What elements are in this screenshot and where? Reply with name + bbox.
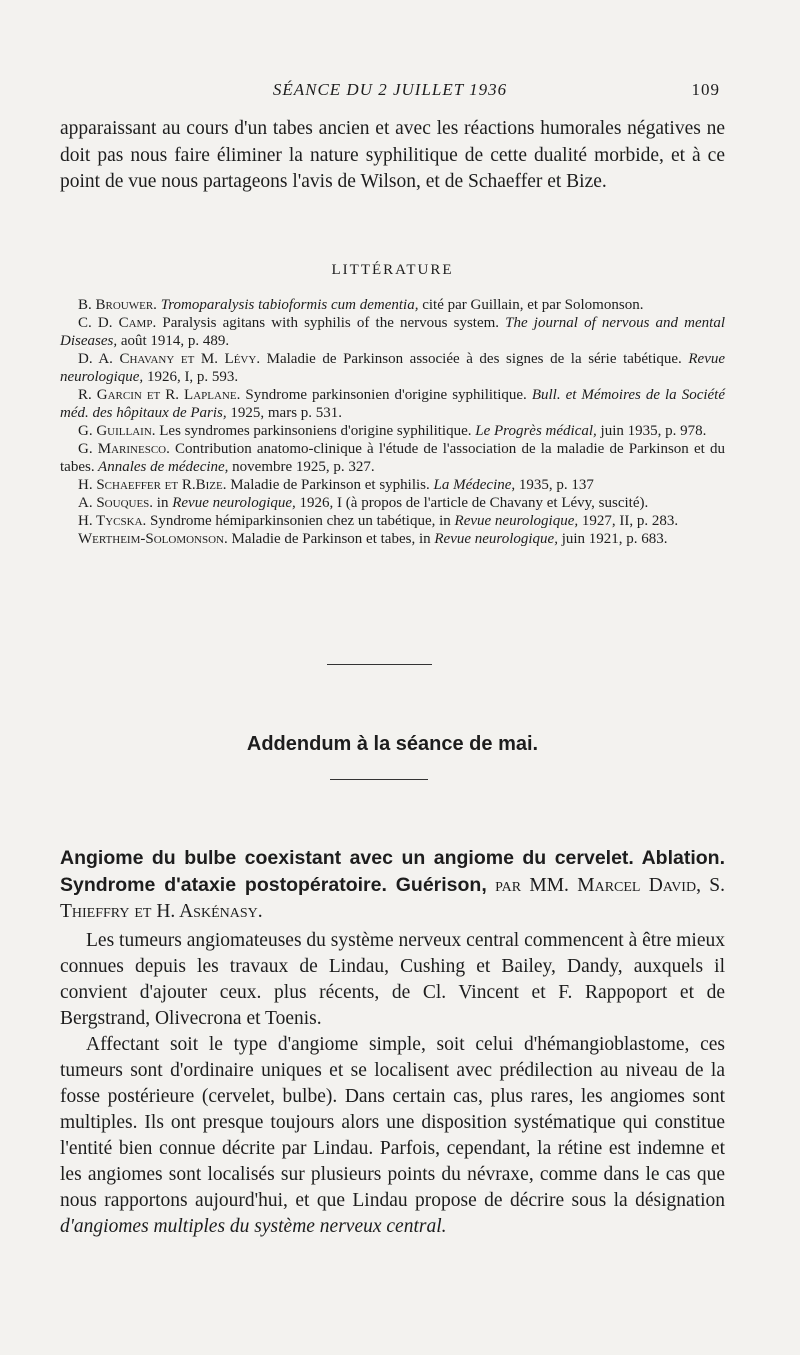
reference-item: G. Guillain. Les syndromes parkinsoniens d'origine syphilitique. Le Progrès médical, juin 1935, p. 978. (78, 423, 707, 439)
article-title-text: Angiome du bulbe coexistant avec un angiome du cervelet. Ablation. Syndrome d'ataxie postopératoire. Guérison, (60, 847, 725, 896)
addendum-heading: Addendum à la séance de mai. (246, 733, 539, 755)
reference-list (60, 296, 725, 548)
section-divider (327, 664, 432, 665)
article-title (60, 845, 725, 925)
article-body (60, 928, 725, 1240)
running-title: SÉANCE DU 2 JUILLET 1936 (272, 80, 508, 99)
body-paragraph: Les tumeurs angiomateuses du système nerveux central commencent à être mieux connues depuis les travaux de Lindau, Cushing et Bailey, Dandy, auxquels il convient d'ajouter ceux. plus récents, de Cl. Vincent et F. Rappoport et de Bergstrand, Olivecrona et Toenis. (60, 930, 725, 1029)
reference-item: B. Brouwer. Tromoparalysis tabioformis cum dementia, cité par Guillain, et par Solomonson. (78, 297, 644, 313)
reference-item: G. Marinesco. Contribution anatomo-clinique à l'étude de l'association de la maladie de Parkinson et du tabes. Annales de médecine, novembre 1925, p. 327. (60, 441, 725, 475)
litterature-heading: LITTÉRATURE (331, 262, 454, 278)
page-header (60, 80, 720, 104)
reference-item: H. Tycska. Syndrome hémiparkinsonien chez un tabétique, in Revue neurologique, 1927, II, p. 283. (78, 513, 679, 529)
reference-item: C. D. Camp. Paralysis agitans with syphilis of the nervous system. The journal of nervous and mental Diseases, août 1914, p. 489. (60, 315, 726, 349)
section-divider (330, 779, 428, 780)
reference-item: H. Schaeffer et R.Bize. Maladie de Parkinson et syphilis. La Médecine, 1935, p. 137 (78, 477, 594, 493)
reference-item: D. A. Chavany et M. Lévy. Maladie de Parkinson associée à des signes de la série tabétique. Revue neurologique, 1926, I, p. 593. (60, 351, 726, 385)
body-paragraph: Affectant soit le type d'angiome simple, soit celui d'hémangioblastome, ces tumeurs sont d'ordinaire uniques et se localisent avec prédilection au niveau de la fosse postérieure (cervelet, bulbe). Dans certain cas, plus rares, les angiomes sont multiples. Ils ont presque toujours alors une disposition systématique qui constitue l'entité bien connue décrite par Lindau. Parfois, cependant, la rétine est indemne et les angiomes sont localisés sur plusieurs points du névraxe, comme dans le cas que nous rapportons aujourd'hui, et que Lindau propose de décrire sous la désignation d'angiomes multiples du système nerveux central. (60, 1034, 725, 1237)
intro-paragraph: apparaissant au cours d'un tabes ancien et avec les réactions humorales négatives ne doit pas nous faire éliminer la nature syphilitique de cette dualité morbide, et à ce point de vue nous partageons l'avis de Wilson, et de Schaeffer et Bize. (60, 118, 725, 192)
reference-item: R. Garcin et R. Laplane. Syndrome parkinsonien d'origine syphilitique. Bull. et Mémoires de la Société méd. des hôpitaux de Paris, 1925, mars p. 531. (60, 387, 726, 421)
reference-item: A. Souques. in Revue neurologique, 1926, I (à propos de l'article de Chavany et Lévy, suscité). (78, 495, 649, 511)
page-number: 109 (691, 80, 720, 99)
article-authors: par MM. Marcel David, S. Thieffry et H. Askénasy. (60, 875, 725, 922)
reference-item: Wertheim-Solomonson. Maladie de Parkinson et tabes, in Revue neurologique, juin 1921, p. 683. (78, 531, 668, 547)
italic-term: d'angiomes multiples du système nerveux central. (60, 1216, 447, 1237)
